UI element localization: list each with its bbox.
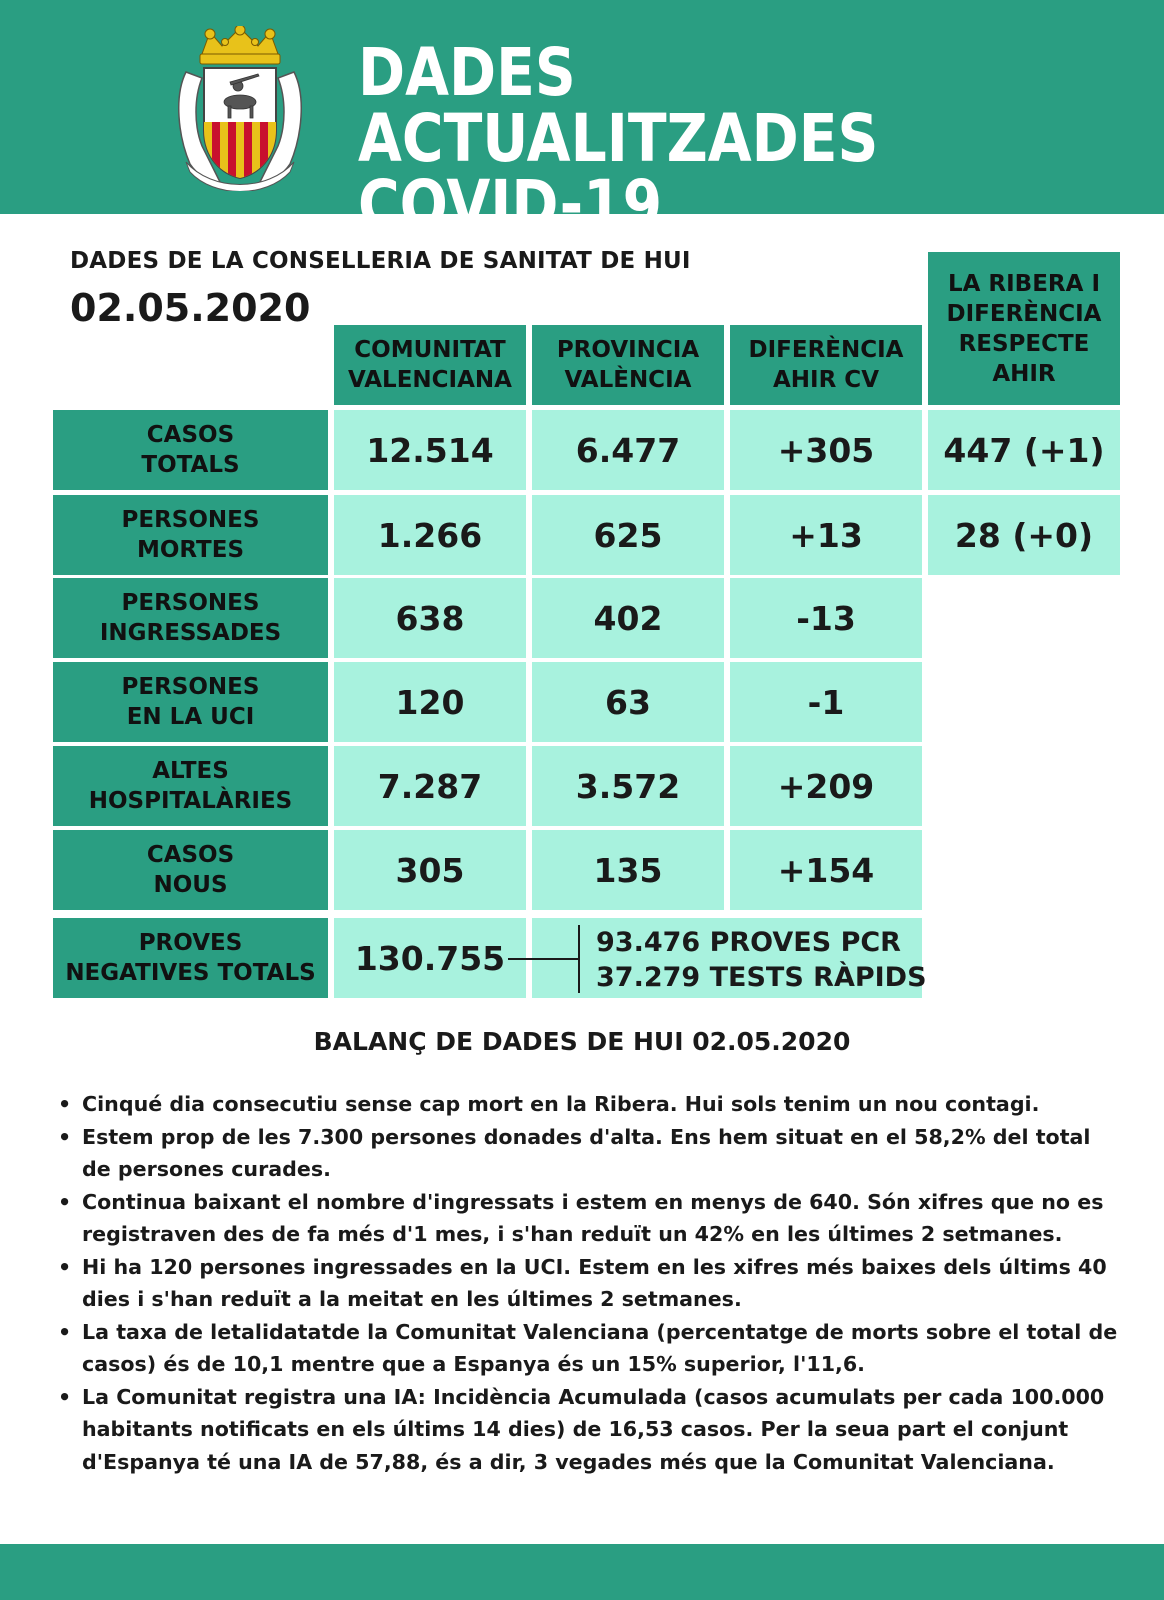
cell-provincia: 402 (532, 578, 724, 658)
header-banner (0, 0, 1164, 243)
row-label: PERSONES MORTES (53, 495, 328, 575)
algemesi-crest-logo (172, 26, 308, 191)
bullet-item: • La Comunitat registra una IA: Incidència Acumulada (casos acumulats per cada 100.000 habitants notificats en els últims 14 dies) de 16,53 casos. Per la seua part el conjunt d'Espanya té una IA de 57,88, és a dir, 3 vegades més que la Comunitat Valenciana. (58, 1381, 1124, 1479)
subtitle: DADES DE LA CONSELLERIA DE SANITAT DE HUI (70, 248, 691, 274)
column-header-provincia: PROVINCIA VALÈNCIA (532, 325, 724, 405)
cell-provincia: 6.477 (532, 410, 724, 490)
column-header-ribera: LA RIBERA I DIFERÈNCIA RESPECTE AHIR (928, 252, 1120, 405)
cell-ribera: 28 (+0) (928, 495, 1120, 575)
cell-diferencia: +13 (730, 495, 922, 575)
balanc-bullet-list (58, 1088, 1124, 1478)
title-line-2: COVID-19 (358, 166, 663, 243)
title-line-1: DADES ACTUALITZADES (358, 34, 879, 177)
cell-comunitat: 305 (334, 830, 526, 910)
row-label: PERSONES EN LA UCI (53, 662, 328, 742)
row-label: ALTES HOSPITALÀRIES (53, 746, 328, 826)
column-header-comunitat: COMUNITAT VALENCIANA (334, 325, 526, 405)
bullet-item: • La taxa de letalidatatde la Comunitat Valenciana (percentatge de morts sobre el total de casos) és de 10,1 mentre que a Espanya és un 15% superior, l'11,6. (58, 1316, 1124, 1381)
connector-line (508, 958, 580, 960)
row-label-proves: PROVES NEGATIVES TOTALS (53, 918, 328, 998)
cell-comunitat: 1.266 (334, 495, 526, 575)
cell-comunitat: 12.514 (334, 410, 526, 490)
report-date: 02.05.2020 (70, 286, 311, 330)
cell-provincia: 135 (532, 830, 724, 910)
column-header-diferencia: DIFERÈNCIA AHIR CV (730, 325, 922, 405)
page-title (358, 34, 1051, 243)
balanc-title: BALANÇ DE DADES DE HUI 02.05.2020 (313, 1027, 851, 1056)
cell-comunitat: 120 (334, 662, 526, 742)
row-label: CASOS NOUS (53, 830, 328, 910)
bullet-item: • Continua baixant el nombre d'ingressats i estem en menys de 640. Són xifres que no es registraven des de fa més d'1 mes, i s'han reduït un 42% en les últimes 2 setmanes. (58, 1186, 1124, 1251)
cell-diferencia: +305 (730, 410, 922, 490)
cell-diferencia: +154 (730, 830, 922, 910)
cell-proves-total: 130.755 (334, 918, 526, 998)
tests-rapids: 37.279 TESTS RÀPIDS (596, 962, 927, 993)
cell-ribera: 447 (+1) (928, 410, 1120, 490)
bullet-item: • Estem prop de les 7.300 persones donades d'alta. Ens hem situat en el 58,2% del total de persones curades. (58, 1121, 1124, 1186)
cell-diferencia: -1 (730, 662, 922, 742)
bullet-item: • Cinqué dia consecutiu sense cap mort en la Ribera. Hui sols tenim un nou contagi. (58, 1088, 1124, 1121)
cell-comunitat: 7.287 (334, 746, 526, 826)
cell-comunitat: 638 (334, 578, 526, 658)
row-label: PERSONES INGRESSADES (53, 578, 328, 658)
row-label: CASOS TOTALS (53, 410, 328, 490)
proves-pcr: 93.476 PROVES PCR (596, 927, 901, 958)
cell-diferencia: +209 (730, 746, 922, 826)
cell-provincia: 63 (532, 662, 724, 742)
cell-diferencia: -13 (730, 578, 922, 658)
cell-provincia: 625 (532, 495, 724, 575)
bracket-line (578, 925, 580, 993)
bullet-item: • Hi ha 120 persones ingressades en la UCI. Estem en les xifres més baixes dels últims 40 dies i s'han reduït a la meitat en les últimes 2 setmanes. (58, 1251, 1124, 1316)
cell-provincia: 3.572 (532, 746, 724, 826)
footer-bar (0, 1544, 1164, 1600)
proves-breakdown-text (596, 925, 927, 995)
